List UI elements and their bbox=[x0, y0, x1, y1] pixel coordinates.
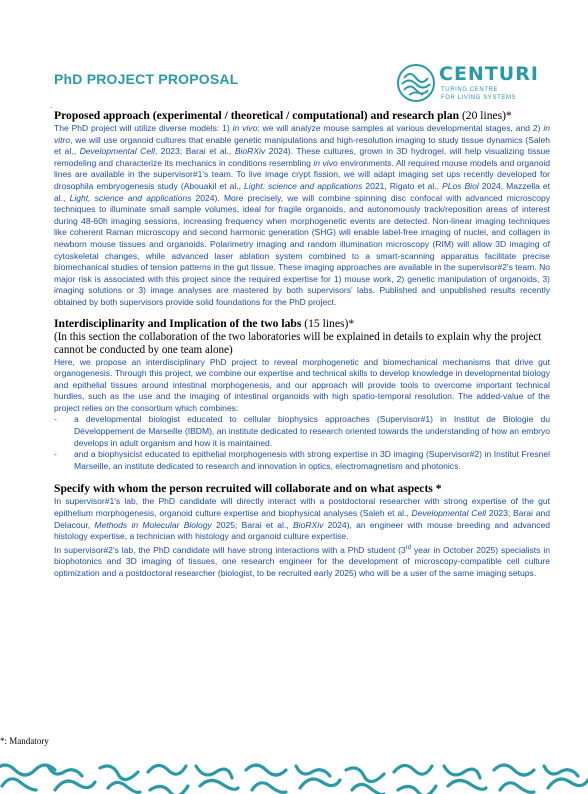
section2-heading bbox=[54, 317, 550, 331]
section3-paragraph-2 bbox=[54, 543, 550, 580]
list-item bbox=[54, 449, 550, 472]
logo-name: CENTURI bbox=[439, 63, 539, 85]
text-run: 2024, Mazzella et al., bbox=[54, 180, 551, 203]
italic-run: Light, science and applications bbox=[69, 192, 192, 203]
section3-heading bbox=[54, 482, 550, 496]
text-run: 2025; Barai et al., bbox=[211, 519, 293, 530]
bullet-marker: - bbox=[54, 449, 57, 460]
text-run: The PhD project will utilize diverse models: 1) bbox=[54, 123, 233, 133]
logo-tagline-2: FOR LIVING SYSTEMS bbox=[441, 95, 517, 101]
text-run: 2024). These cultures, grown in 3D hydrogel, will help visualizing tissue remodeling and characterize its mechanics in conditions resembling bbox=[54, 146, 551, 168]
brain-network-icon bbox=[395, 62, 437, 104]
text-run: : we will analyze mouse samples at various developmental stages, and 2) bbox=[257, 123, 544, 133]
text-run: , we will use organoid cultures that enable genetic manipulations and high-resolution imaging to study tissue dynamics (Saleh et al., bbox=[54, 134, 550, 157]
italic-run: Developmental Cell bbox=[411, 508, 487, 519]
section1-heading-text: Proposed approach (experimental / theoretical / computational) and research plan bbox=[54, 109, 460, 122]
section1-paragraph bbox=[54, 123, 550, 309]
italic-run: in vitro bbox=[54, 123, 550, 145]
italic-run: BioRXiv bbox=[292, 519, 324, 530]
logo-tagline-1: TURING CENTRE bbox=[441, 87, 499, 93]
stray-mark: . bbox=[50, 101, 53, 110]
centuri-logo bbox=[395, 60, 545, 108]
list-item bbox=[54, 414, 550, 449]
text-run: 2021, Rigato et al., bbox=[362, 180, 442, 191]
document-body bbox=[54, 109, 550, 579]
mandatory-note: *: Mandatory bbox=[0, 736, 49, 746]
superscript: rd bbox=[405, 544, 412, 551]
italic-run: PLos Biol bbox=[442, 180, 479, 191]
section2-heading-suffix: (15 lines)* bbox=[304, 316, 355, 330]
text-run: In supervisor#1's lab, the PhD candidate will directly interact with a postdoctoral researcher with strong expertise of the gut epithelium morphogenesis, organoid culture expertise and biophysical analyses (Saleh et al., bbox=[54, 496, 550, 519]
italic-run: Developmental Cell bbox=[79, 146, 155, 157]
list-item-text: a developmental biologist educated to cellular biophysics approaches (Supervisor#1) in Institut de Biologie du Développement de Marseille (IBDM), an institute dedicated to research oriented towards the understanding of how an embryo develops in adult organism and how it is maintained. bbox=[74, 414, 550, 448]
page-title: PhD PROJECT PROPOSAL bbox=[54, 71, 239, 87]
section3-heading-text: Specify with whom the person recruited will collaborate and on what aspects bbox=[54, 482, 433, 496]
text-run: 2024). More precisely, we will combine spinning disc confocal with advanced microscopy techniques to illuminate small sample volumes, ideal for fragile organoids, and autonomously track/reposition areas of interest during 48-60h imaging sessions, increasing frequency when morphogenetic events are detected. Non-linear imaging techniques like coherent Raman microscopy and second harmonic generation (SHG) will enable label-free imaging of nuclei, and collagen in newborn mouse tissues and organoids. Polarimetry imaging and random illumination microscopy (RIM) will allow 3D imaging of cytoskeletal changes, while advanced laser ablation system combined to a smart-scanning apparatus facilitate precise biomechanical studies of tension patterns in the gut tissue. These imaging approaches are available in the supervisor#2's team. No major risk is associated with this project since the required expertise for 1) mouse work, 2) genetic manipulation of organoids, 3) imaging solutions or 3) image analyses are mastered by both supervisors' labs. Published and unpublished results recently obtained by both supervisors provide solid foundations for the PhD project. bbox=[54, 192, 551, 307]
text-run: , 2023; Barai et al., bbox=[154, 146, 235, 157]
section1-heading bbox=[54, 109, 550, 123]
bullet-marker: - bbox=[54, 414, 57, 425]
wavy-pattern-footer bbox=[0, 760, 588, 794]
list-item-text: and a biophysicist educated to epithelial morphogenesis with strong expertise in 3D imaging (Supervisor#2) in Institut Fresnel Marseille, an institute dedicated to research and innovation in optics, electromagnetism and photonics. bbox=[74, 449, 550, 471]
italic-run: BioRXiv bbox=[234, 146, 266, 157]
section1-heading-suffix: (20 lines)* bbox=[461, 109, 512, 122]
italic-run: Light: science and applications bbox=[244, 180, 363, 191]
text-run: year in October 2025) specialists in biophotonics and 3D imaging of tissues, one research engineer for the development of microscopy-compatible cell culture optimization and a postdoctoral researcher (biologist, to be recruited early 2025) who will be a user of the same imaging setups. bbox=[54, 544, 550, 578]
section3-paragraph-1 bbox=[54, 496, 550, 542]
italic-run: Methods in Molecular Biology bbox=[94, 519, 212, 530]
text-run: 2023; Barai and Delacour, bbox=[54, 508, 550, 530]
italic-run: in vivo bbox=[232, 123, 258, 133]
section2-intro: (In this section the collaboration of the two laboratories will be explained in details to explain why the project cannot be conducted by one team alone) bbox=[54, 330, 542, 356]
consortium-list bbox=[54, 414, 550, 472]
text-run: In supervisor#2's lab, the PhD candidate will have strong interactions with a PhD student (3 bbox=[54, 544, 406, 555]
italic-run: in vivo bbox=[313, 157, 338, 168]
section3-heading-suffix: * bbox=[435, 482, 442, 496]
section2-heading-text: Interdisciplinarity and Implication of the two labs bbox=[54, 316, 302, 330]
text-run: 2024), an engineer with mouse breeding and advanced histology expertise, a technician with histology and organoid culture expertise. bbox=[54, 519, 551, 542]
section2-paragraph: Here, we propose an interdisciplinary PhD project to reveal morphogenetic and biomechanical mechanisms that drive gut organogenesis. Through this project, we combine our expertise and technical skills to develop knowledge in developmental biology and epithelial tissues around intestinal morphogenesis, and our approach will provide tools to overcome important technical hurdles, such as the use and the imaging of intestinal organoids with high spatio-temporal resolution. The added-value of the project relies on the consortium which combines: bbox=[54, 356, 550, 413]
text-run: environments. All required mouse models and organoid lines are available in the supervisor#1's team. To live image crypt fission, we will adapt imaging set ups recently developed for drosophila embryogenesis study (Abouakil et al., bbox=[54, 157, 551, 191]
